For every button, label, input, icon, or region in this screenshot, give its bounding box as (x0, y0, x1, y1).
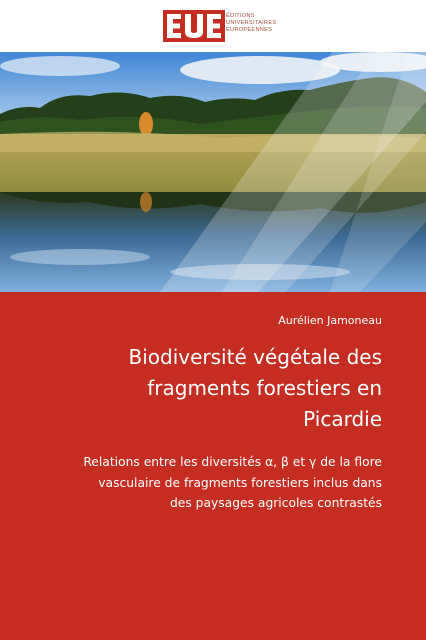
publisher-name-line-2: UNIVERSITAIRES (226, 20, 277, 26)
book-subtitle (22, 452, 382, 514)
cover-photo (0, 52, 426, 292)
subtitle-line-3: des paysages agricoles contrastés (169, 496, 382, 510)
title-line-2: fragments forestiers en (147, 376, 382, 400)
publisher-name-line-3: EUROPÉENNES (226, 27, 273, 33)
publisher-header (0, 0, 426, 52)
publisher-logo (163, 10, 225, 42)
title-line-1: Biodiversité végétale des (128, 345, 382, 369)
title-line-3: Picardie (303, 407, 382, 431)
book-title (42, 342, 382, 435)
title-panel (0, 292, 426, 640)
subtitle-line-1: Relations entre les diversités α, β et γ de la flore (83, 455, 382, 469)
subtitle-line-2: vasculaire de fragments forestiers inclus dans (98, 475, 382, 490)
author-name: Aurélien Jamoneau (278, 314, 382, 327)
publisher-name (226, 13, 276, 34)
publisher-name-line-1: ÉDITIONS (226, 13, 255, 19)
